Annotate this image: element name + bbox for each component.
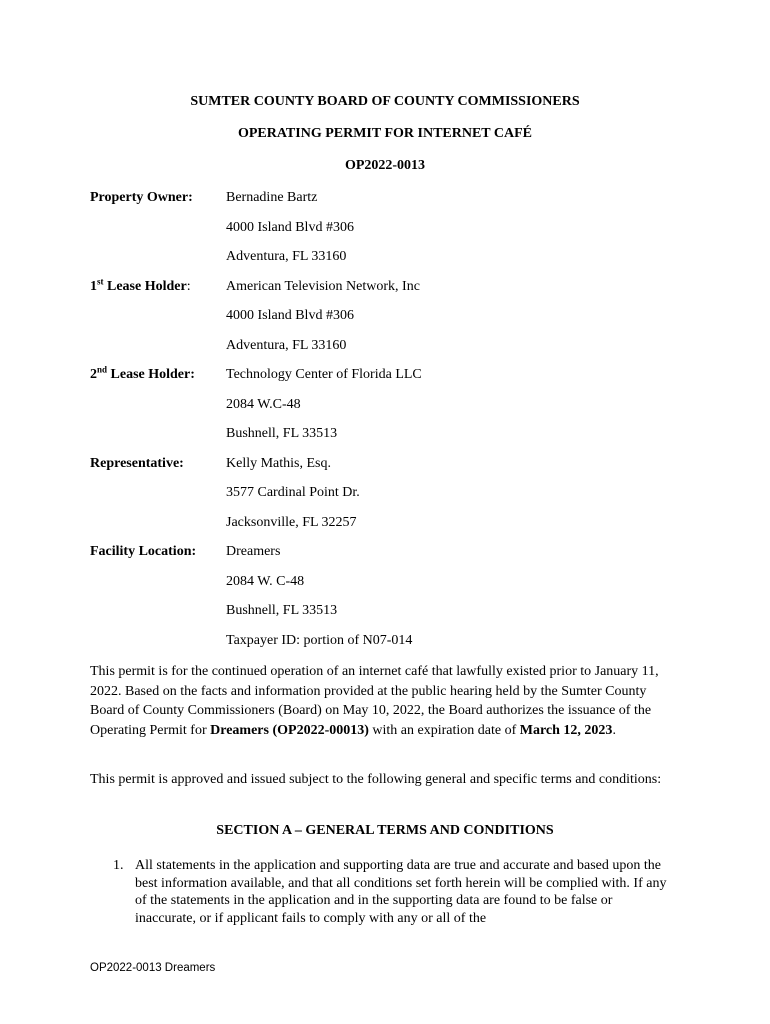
facility-address: 2084 W. C-48 xyxy=(226,574,305,589)
list-item xyxy=(113,857,673,927)
property-owner-label: Property Owner: xyxy=(90,190,193,205)
lease-holder-1-address: 4000 Island Blvd #306 xyxy=(226,308,354,323)
lease-holder-2-city: Bushnell, FL 33513 xyxy=(226,426,338,441)
section-a-title: SECTION A – GENERAL TERMS AND CONDITIONS xyxy=(216,823,554,838)
facility-city: Bushnell, FL 33513 xyxy=(226,603,338,618)
representative-name: Kelly Mathis, Esq. xyxy=(226,456,331,471)
permit-description-paragraph: This permit is for the continued operation of an internet café that lawfully existed prior to January 11, 2022. Based on the facts and information provided at the public hearing held by the Sumter County Board of County Commissioners (Board) on May 10, 2022, the Board authorizes the issuance of the Operating Permit for Dreamers (OP2022-00013) with an expiration date of March 12, 2023. xyxy=(90,664,659,738)
lease-holder-1-city: Adventura, FL 33160 xyxy=(226,338,347,353)
lease-holder-2-label: 2nd Lease Holder: xyxy=(90,364,195,382)
expiration-date: March 12, 2023 xyxy=(519,722,613,738)
header-permit-title: OPERATING PERMIT FOR INTERNET CAFÉ xyxy=(237,126,533,141)
list-item-text: All statements in the application and supporting data are true and accurate and based upon the best information available, and that all conditions set forth herein will be complied with. If any of the statements in the application and in the supporting data are found to be false or inaccurate, or if applicant fails to comply with any or all of the xyxy=(135,858,667,926)
facility-location-label: Facility Location: xyxy=(90,544,197,559)
facility-name: Dreamers xyxy=(226,544,281,559)
lease-holder-2-address: 2084 W.C-48 xyxy=(226,397,301,412)
header-agency: SUMTER COUNTY BOARD OF COUNTY COMMISSIONERS xyxy=(190,94,580,109)
representative-city: Jacksonville, FL 32257 xyxy=(226,515,357,530)
property-owner-address: 4000 Island Blvd #306 xyxy=(226,220,354,235)
property-owner-name: Bernadine Bartz xyxy=(226,190,318,205)
lease-holder-1-name: American Television Network, Inc xyxy=(226,279,420,294)
facility-permit-ref: Dreamers (OP2022-00013) xyxy=(210,722,369,738)
lease-holder-1-label: 1st Lease Holder: xyxy=(90,276,191,294)
facility-taxpayer-id: Taxpayer ID: portion of N07-014 xyxy=(226,633,413,648)
property-owner-city: Adventura, FL 33160 xyxy=(226,249,347,264)
representative-label: Representative: xyxy=(90,456,184,471)
page-footer: OP2022-0013 Dreamers xyxy=(90,962,216,974)
list-item-number: 1. xyxy=(113,858,124,873)
terms-intro-paragraph: This permit is approved and issued subject to the following general and specific terms and conditions: xyxy=(90,772,662,787)
lease-holder-2-name: Technology Center of Florida LLC xyxy=(226,367,422,382)
header-permit-number: OP2022-0013 xyxy=(344,158,426,173)
representative-address: 3577 Cardinal Point Dr. xyxy=(226,485,360,500)
